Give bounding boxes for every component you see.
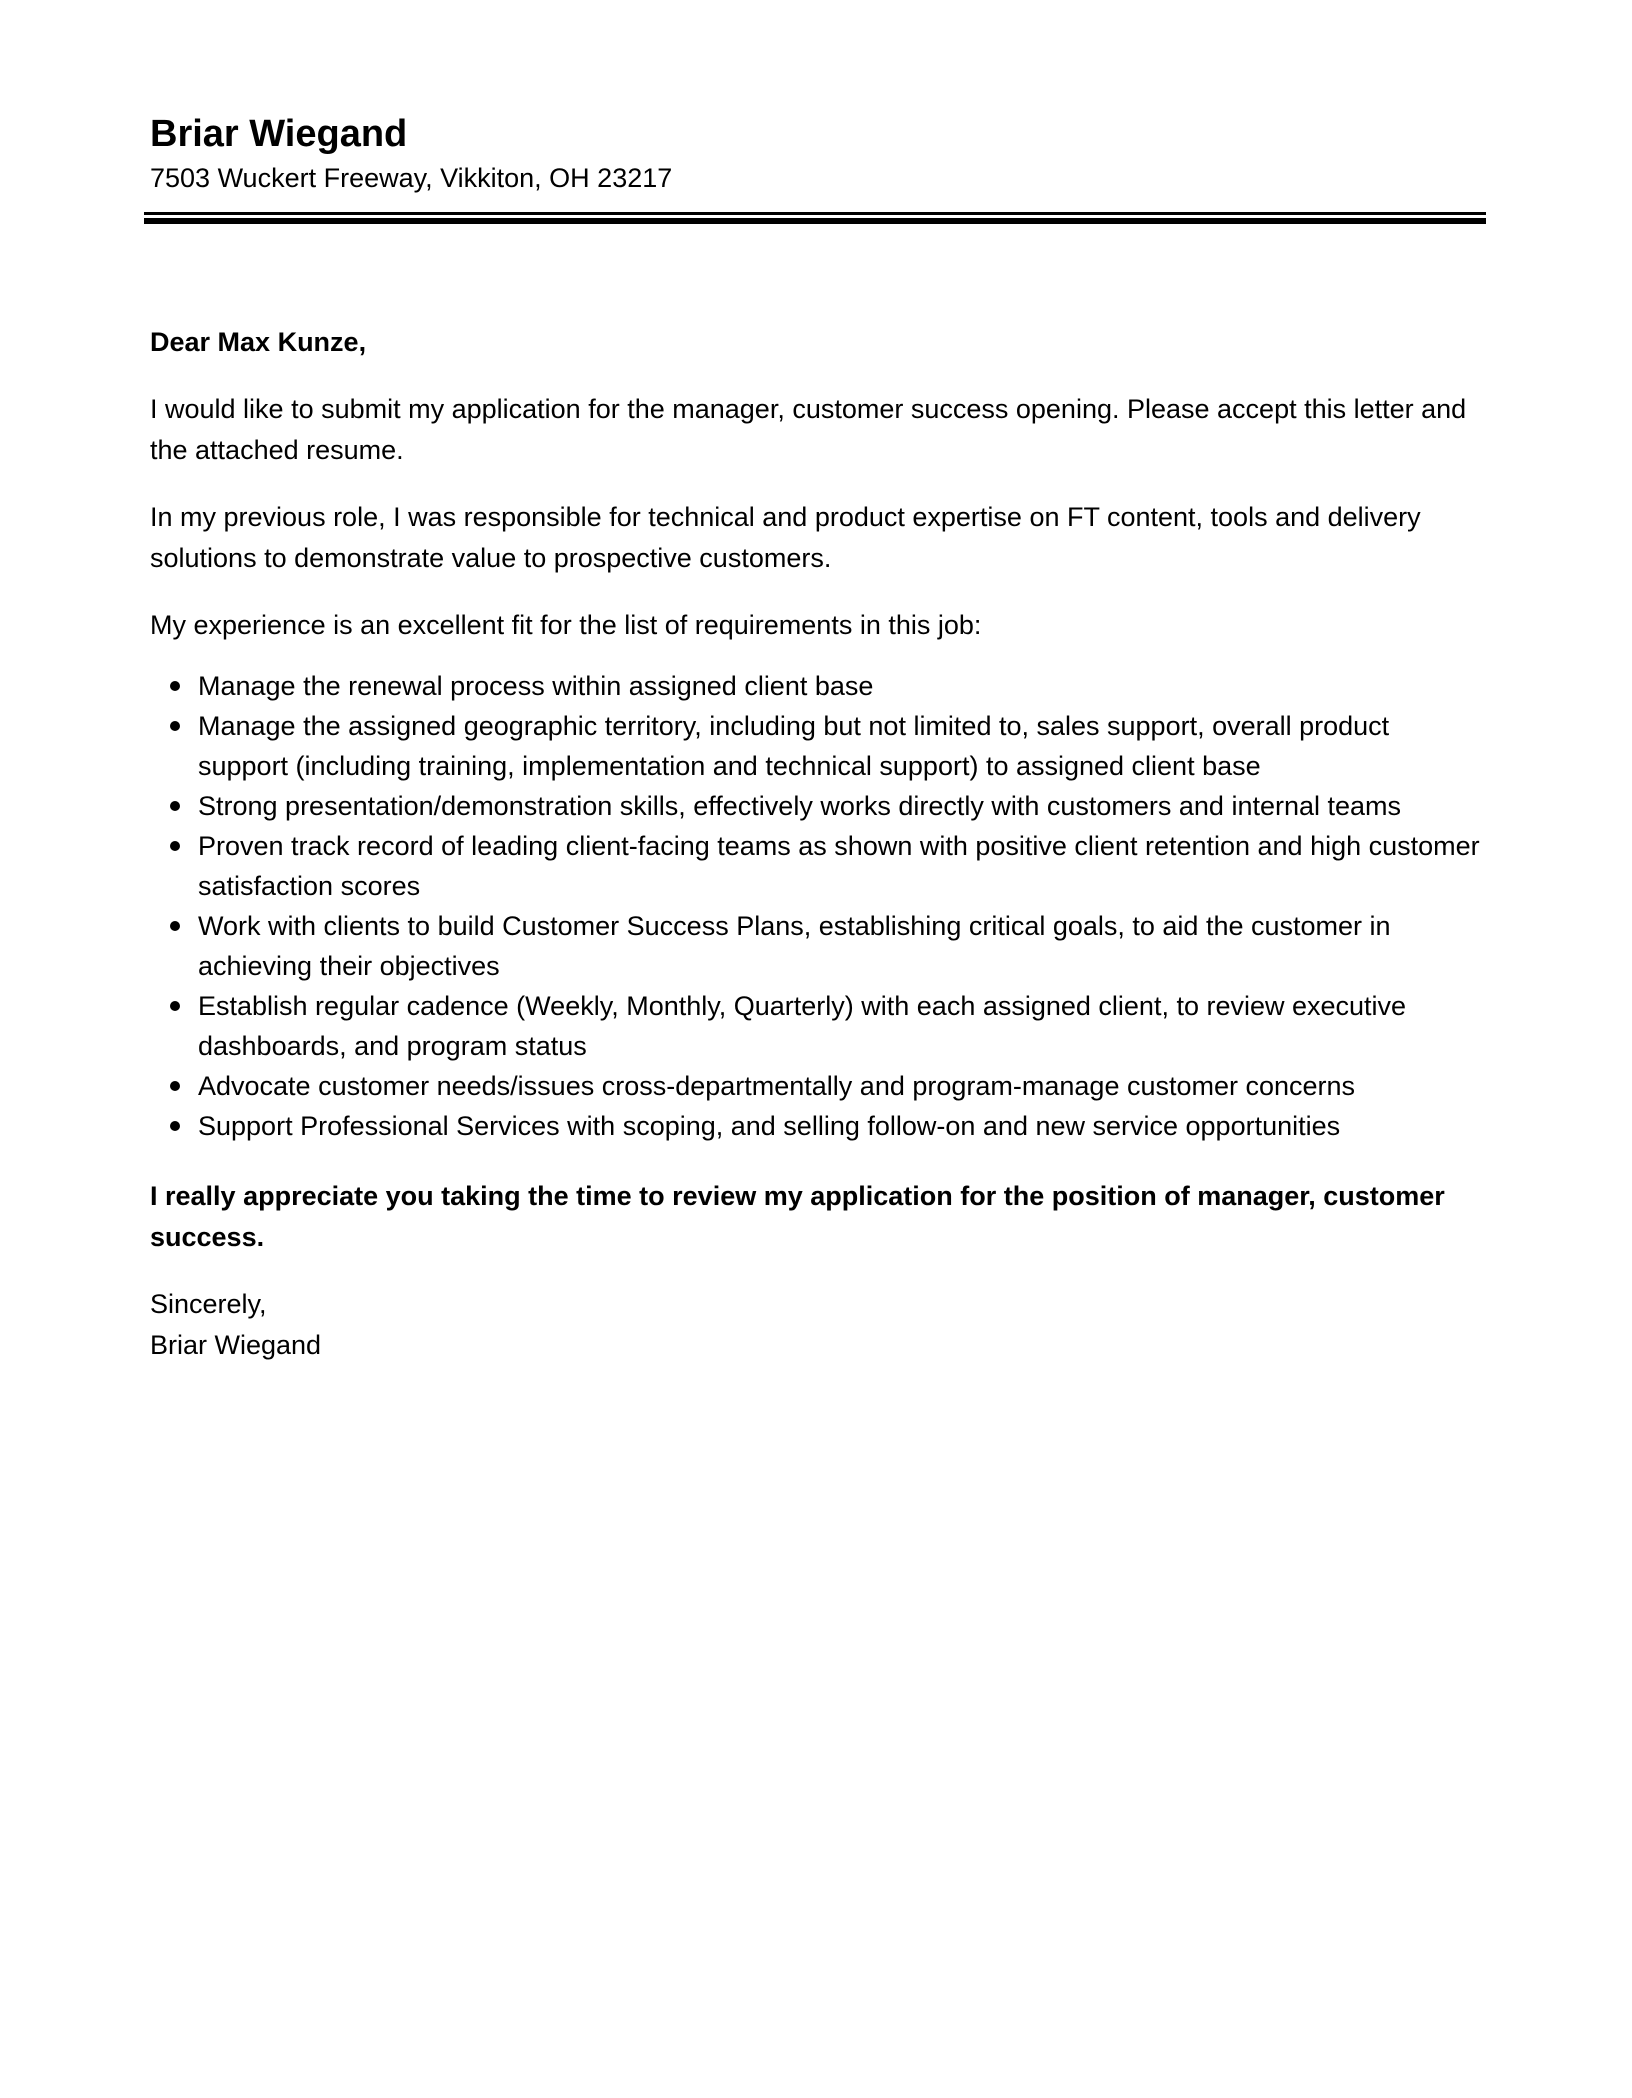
requirement-text: Support Professional Services with scoping, and selling follow-on and new service opportunities [198,1111,1341,1141]
list-item [198,786,1486,826]
divider-thick-line [144,218,1486,224]
signature-name: Briar Wiegand [150,1330,322,1360]
bullet-icon [170,721,180,731]
list-item [198,1106,1486,1146]
requirement-text: Advocate customer needs/issues cross-departmentally and program-manage customer concerns [198,1071,1356,1101]
bullet-icon [170,1081,180,1091]
bullet-icon [170,841,180,851]
requirement-text: Strong presentation/demonstration skills, effectively works directly with customers and internal teams [198,791,1402,821]
list-item [198,666,1486,706]
intro-paragraph: I would like to submit my application for the manager, customer success opening. Please accept this letter and the attached resume. [150,394,1467,465]
requirements-intro: My experience is an excellent fit for the list of requirements in this job: [150,610,982,640]
requirement-text: Manage the renewal process within assigned client base [198,671,874,701]
closing-statement: I really appreciate you taking the time to review my application for the position of manager, customer success. [150,1181,1445,1252]
sender-name: Briar Wiegand [150,113,408,155]
bullet-icon [170,681,180,691]
requirement-text: Establish regular cadence (Weekly, Monthly, Quarterly) with each assigned client, to review executive dashboards, and program status [198,991,1407,1061]
list-item [198,1066,1486,1106]
letter-body [150,322,1486,1366]
list-item [198,706,1486,786]
bullet-icon [170,921,180,931]
bullet-icon [170,801,180,811]
requirement-text: Proven track record of leading client-facing teams as shown with positive client retention and high customer satisfaction scores [198,831,1480,901]
header-divider [144,212,1486,224]
requirement-text: Manage the assigned geographic territory, including but not limited to, sales support, overall product support (including training, implementation and technical support) to assigned client base [198,711,1390,781]
requirement-text: Work with clients to build Customer Success Plans, establishing critical goals, to aid the customer in achieving their objectives [198,911,1391,981]
experience-paragraph: In my previous role, I was responsible for technical and product expertise on FT content, tools and delivery solutions to demonstrate value to prospective customers. [150,502,1421,573]
salutation: Dear Max Kunze, [150,327,367,357]
bullet-icon [170,1121,180,1131]
sender-address: 7503 Wuckert Freeway, Vikkiton, OH 23217 [150,163,673,193]
valediction: Sincerely, [150,1289,267,1319]
list-item [198,986,1486,1066]
bullet-icon [170,1001,180,1011]
list-item [198,906,1486,986]
requirements-list [150,666,1486,1146]
list-item [198,826,1486,906]
letter-header [150,110,1486,196]
